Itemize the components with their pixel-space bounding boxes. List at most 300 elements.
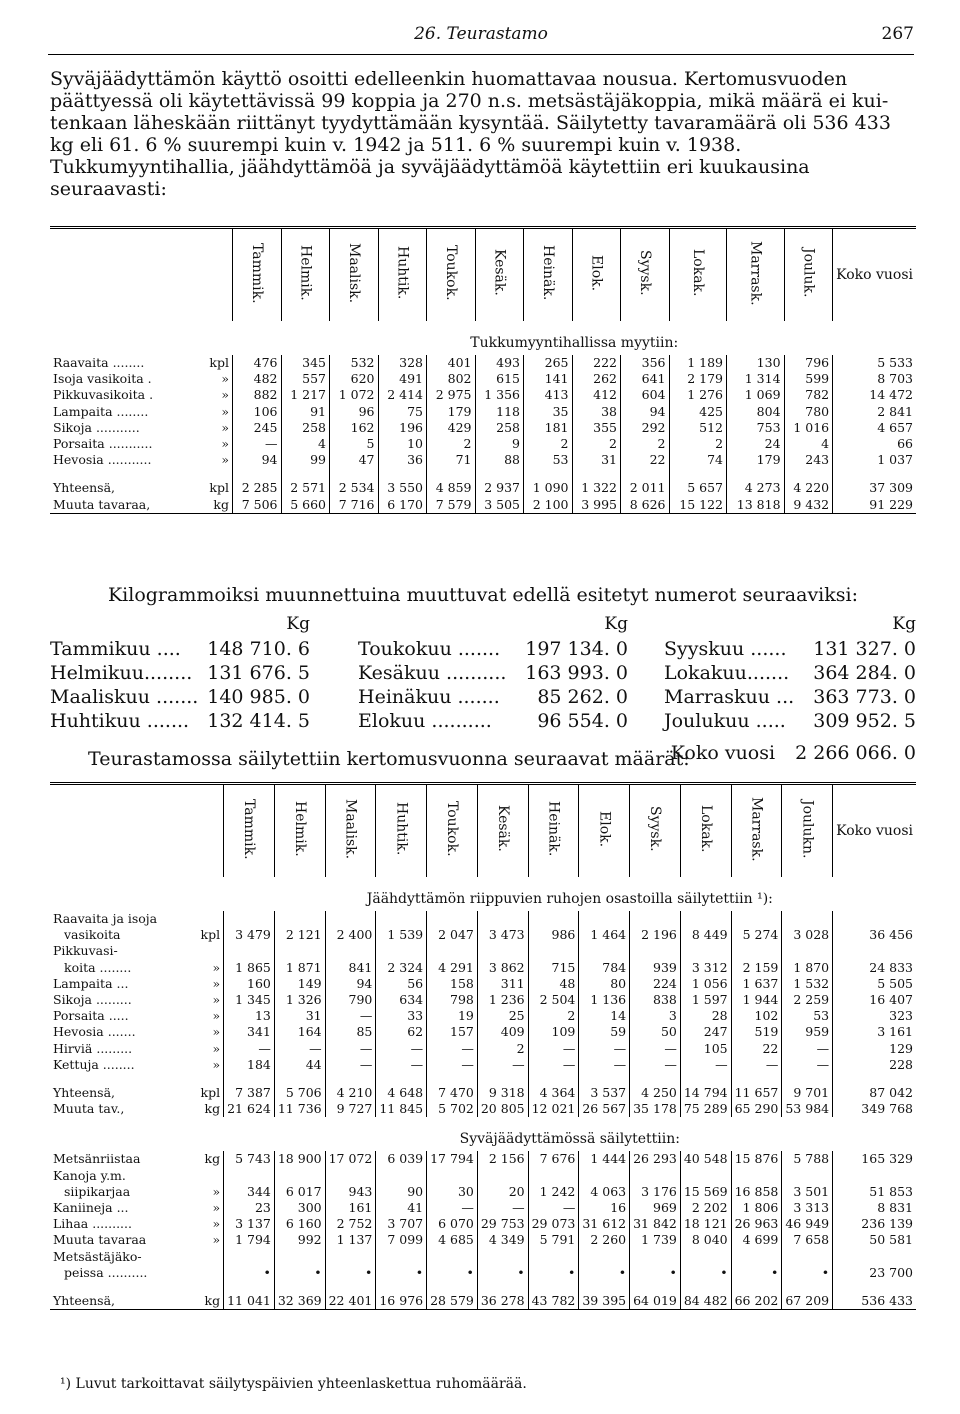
table-cell: — <box>630 1041 681 1057</box>
table-cell <box>579 1249 630 1265</box>
table-cell: 19 <box>427 1008 478 1024</box>
table-row <box>50 420 916 436</box>
table-cell: 5 702 <box>427 1101 478 1117</box>
kg-value: 148 710. 6 <box>207 638 310 660</box>
table-cell: 66 <box>833 436 916 452</box>
month-header <box>528 784 579 878</box>
table-cell: 641 <box>621 371 670 387</box>
table-cell <box>579 911 630 927</box>
row-label <box>50 1041 224 1057</box>
month-header-label: Helmik. <box>291 801 308 857</box>
table-cell: 7 470 <box>427 1085 478 1101</box>
table-cell: • <box>680 1265 731 1281</box>
table-cell: — <box>731 1057 782 1073</box>
table-cell: 65 290 <box>731 1101 782 1117</box>
table-row <box>50 911 916 927</box>
table-cell: 105 <box>680 1041 731 1057</box>
row-label <box>50 1168 224 1184</box>
month-header <box>233 228 282 322</box>
table-cell <box>274 1249 325 1265</box>
table-cell: 344 <box>224 1184 275 1200</box>
row-unit: kpl <box>209 355 229 370</box>
table-cell <box>477 1168 528 1184</box>
table-cell: 4 250 <box>630 1085 681 1101</box>
row-label <box>50 1085 224 1101</box>
table-cell: 25 <box>477 1008 528 1024</box>
row-unit: » <box>212 1232 221 1248</box>
table-cell: 1 016 <box>784 420 833 436</box>
row-label <box>50 960 224 976</box>
table-cell: 943 <box>325 1184 376 1200</box>
table-cell <box>528 911 579 927</box>
table-cell: 1 539 <box>376 927 427 943</box>
row-label-text: Porsaita ........... <box>53 436 153 452</box>
kg-month: Helmikuu........ <box>50 662 193 684</box>
row-label <box>50 1101 224 1117</box>
row-label-text: Yhteensä, <box>53 1085 116 1101</box>
table-cell: 2 504 <box>528 992 579 1008</box>
table-cell: 236 139 <box>833 1216 916 1232</box>
table-cell: 4 657 <box>833 420 916 436</box>
table-cell <box>376 911 427 927</box>
table-cell: 5 743 <box>224 1151 275 1167</box>
section-title: Syväjäädyttämössä säilytettiin: <box>459 1131 680 1148</box>
table-cell: — <box>579 1057 630 1073</box>
month-header-label: Toukok. <box>442 245 459 301</box>
table-cell: 1 944 <box>731 992 782 1008</box>
table-cell <box>833 1168 916 1184</box>
row-label-text: vasikoita <box>64 927 121 943</box>
table-cell: 5 274 <box>731 927 782 943</box>
header-blank <box>50 228 233 322</box>
table-cell: 292 <box>621 420 670 436</box>
table-cell: 258 <box>475 420 524 436</box>
table-cell: 1 072 <box>330 387 379 403</box>
table-cell: 39 395 <box>579 1293 630 1310</box>
table-cell: 2 259 <box>782 992 833 1008</box>
table-cell: 243 <box>784 452 833 468</box>
table-cell <box>274 943 325 959</box>
row-label-text: Pikkuvasi- <box>53 943 118 959</box>
table-cell: 18 900 <box>274 1151 325 1167</box>
row-label-text: Porsaita ..... <box>53 1008 129 1024</box>
table-cell: 24 <box>727 436 785 452</box>
kg-month-row <box>664 638 916 662</box>
table-cell: 222 <box>572 355 621 371</box>
row-unit: » <box>221 387 229 403</box>
table-cell: • <box>325 1265 376 1281</box>
table-cell <box>833 943 916 959</box>
row-label-text: siipikarjaa <box>64 1183 131 1199</box>
month-header-label: Huhtik. <box>393 802 410 856</box>
table-cell: — <box>528 1200 579 1216</box>
row-label-text: Lampaita ........ <box>53 403 149 419</box>
table-cell: 2 <box>524 436 573 452</box>
table-cell: 300 <box>274 1200 325 1216</box>
table-cell: 118 <box>475 404 524 420</box>
table-cell: 28 <box>680 1008 731 1024</box>
kg-month: Lokakuu....... <box>664 662 790 684</box>
table-cell: 2 400 <box>325 927 376 943</box>
month-header <box>669 228 727 322</box>
table-cell: 141 <box>524 371 573 387</box>
table-cell <box>224 911 275 927</box>
table-cell: 1 242 <box>528 1184 579 1200</box>
section-title-row <box>50 1117 916 1151</box>
table-cell: 557 <box>281 371 330 387</box>
table-cell: 50 581 <box>833 1232 916 1248</box>
table-cell: 36 278 <box>477 1293 528 1310</box>
table-cell: 74 <box>669 452 727 468</box>
table-row <box>50 480 916 496</box>
table-cell <box>528 1168 579 1184</box>
table-cell: 62 <box>376 1024 427 1040</box>
table-cell: 2 <box>477 1041 528 1057</box>
table-cell: 3 862 <box>477 960 528 976</box>
row-label-text: Muuta tavaraa <box>53 1232 147 1248</box>
kg-month-row <box>358 638 628 662</box>
table-cell: 38 <box>572 404 621 420</box>
month-header <box>524 228 573 322</box>
month-header-label: Kesäk. <box>491 249 508 297</box>
table-cell <box>224 1249 275 1265</box>
table-row <box>50 1184 916 1200</box>
table-cell: 26 567 <box>579 1101 630 1117</box>
table-cell: 9 318 <box>477 1085 528 1101</box>
table-cell: 6 160 <box>274 1216 325 1232</box>
table-cell: 35 178 <box>630 1101 681 1117</box>
table-cell: 841 <box>325 960 376 976</box>
table-cell: 13 818 <box>727 497 785 514</box>
table-row <box>50 436 916 452</box>
table-cell: 1 532 <box>782 976 833 992</box>
table-cell: 536 433 <box>833 1293 916 1310</box>
table-cell <box>325 1168 376 1184</box>
table-cell: — <box>427 1057 478 1073</box>
table-cell: 401 <box>427 355 476 371</box>
kg-month: Kesäkuu .......... <box>358 662 507 684</box>
table-cell: 5 505 <box>833 976 916 992</box>
table-cell: 29 753 <box>477 1216 528 1232</box>
table-cell: 7 099 <box>376 1232 427 1248</box>
row-label-text: Kaniineja ... <box>53 1200 129 1216</box>
table-cell: • <box>427 1265 478 1281</box>
table-cell: 3 <box>630 1008 681 1024</box>
table-cell: 5 706 <box>274 1085 325 1101</box>
table-cell: 882 <box>233 387 282 403</box>
table-cell: • <box>528 1265 579 1281</box>
table-cell: 5 657 <box>669 480 727 496</box>
table-cell: 94 <box>233 452 282 468</box>
kg-month-row <box>358 710 628 734</box>
table-cell: 7 676 <box>528 1151 579 1167</box>
table-cell: 160 <box>224 976 275 992</box>
month-header-label: Maalisk. <box>342 798 359 859</box>
table-cell: 1 136 <box>579 992 630 1008</box>
month-header <box>630 784 681 878</box>
month-header <box>731 784 782 878</box>
table-cell <box>224 1168 275 1184</box>
table-cell <box>731 1249 782 1265</box>
table-cell <box>325 911 376 927</box>
table-cell <box>477 1249 528 1265</box>
year-total-header: Koko vuosi <box>833 228 916 322</box>
table-cell: 1 069 <box>727 387 785 403</box>
table-cell: 149 <box>274 976 325 992</box>
table-cell: 15 876 <box>731 1151 782 1167</box>
table-cell: 4 <box>784 436 833 452</box>
table-cell: 20 <box>477 1184 528 1200</box>
kg-value: 364 284. 0 <box>813 662 916 684</box>
table-cell <box>528 943 579 959</box>
table-cell: 14 794 <box>680 1085 731 1101</box>
table-cell: 247 <box>680 1024 731 1040</box>
row-unit: » <box>212 975 221 991</box>
table-cell: 1 865 <box>224 960 275 976</box>
row-label-text: Lampaita ... <box>53 975 129 991</box>
table-cell: 7 506 <box>233 497 282 514</box>
table-cell: 491 <box>378 371 427 387</box>
table-cell: 412 <box>572 387 621 403</box>
table-cell: 4 <box>281 436 330 452</box>
month-header <box>680 784 731 878</box>
table-cell: 23 700 <box>833 1265 916 1281</box>
table-cell: 26 963 <box>731 1216 782 1232</box>
table-cell: 2 156 <box>477 1151 528 1167</box>
intro-line: päättyessä oli käytettävissä 99 koppia ja 270 n.s. metsästäjäkoppia, mikä määrä ei kui- <box>50 90 889 112</box>
row-label-text: Hevosia ........... <box>53 452 152 468</box>
row-unit: » <box>221 436 229 452</box>
kg-month-row <box>50 710 310 734</box>
table-cell: 12 021 <box>528 1101 579 1117</box>
month-header <box>579 784 630 878</box>
table-cell: 64 019 <box>630 1293 681 1310</box>
table-cell: 13 <box>224 1008 275 1024</box>
row-unit: » <box>212 1040 221 1056</box>
table-cell <box>376 1168 427 1184</box>
table-cell: 67 209 <box>782 1293 833 1310</box>
table-cell: 262 <box>572 371 621 387</box>
table-cell: 959 <box>782 1024 833 1040</box>
table-cell <box>833 911 916 927</box>
table-cell: 2 324 <box>376 960 427 976</box>
table-cell: 16 858 <box>731 1184 782 1200</box>
table-cell: 31 <box>572 452 621 468</box>
table-cell: 35 <box>524 404 573 420</box>
table-cell: 36 456 <box>833 927 916 943</box>
kilogram-column <box>664 614 916 734</box>
table-cell: — <box>376 1057 427 1073</box>
table-cell: 11 657 <box>731 1085 782 1101</box>
table-cell: 2 011 <box>621 480 670 496</box>
table-cell: 50 <box>630 1024 681 1040</box>
table-cell: 2 752 <box>325 1216 376 1232</box>
table-cell: 992 <box>274 1232 325 1248</box>
table-cell: 323 <box>833 1008 916 1024</box>
month-header-label: Kesäk. <box>494 805 511 853</box>
table-row <box>50 1085 916 1101</box>
kg-value: 85 262. 0 <box>537 686 628 708</box>
table-cell: 2 285 <box>233 480 282 496</box>
table-row <box>50 1265 916 1281</box>
table-cell: 11 845 <box>376 1101 427 1117</box>
table-cell: 31 842 <box>630 1216 681 1232</box>
spacer-row <box>50 1281 916 1293</box>
table-cell: 7 716 <box>330 497 379 514</box>
running-title: 26. Teurastamo <box>414 24 548 44</box>
table-cell: 15 569 <box>680 1184 731 1200</box>
table-row <box>50 452 916 468</box>
table-cell: 2 121 <box>274 927 325 943</box>
wholesale-hall-table <box>50 226 916 514</box>
row-unit: » <box>212 1200 221 1216</box>
table-cell: 181 <box>524 420 573 436</box>
table-cell: — <box>528 1057 579 1073</box>
table-cell: 9 701 <box>782 1085 833 1101</box>
table-cell: 51 853 <box>833 1184 916 1200</box>
table-cell <box>427 943 478 959</box>
table-cell: 2 937 <box>475 480 524 496</box>
table-row <box>50 1168 916 1184</box>
table-cell: 8 626 <box>621 497 670 514</box>
table-cell: 11 736 <box>274 1101 325 1117</box>
table-cell: — <box>579 1041 630 1057</box>
table-cell: — <box>782 1057 833 1073</box>
row-label-text: Lihaa .......... <box>53 1216 132 1232</box>
table-cell: 753 <box>727 420 785 436</box>
row-label <box>50 1293 224 1310</box>
table-cell <box>274 911 325 927</box>
table-cell: 804 <box>727 404 785 420</box>
row-unit: » <box>221 371 229 387</box>
row-label <box>50 1057 224 1073</box>
row-label-text: koita ........ <box>64 959 132 975</box>
table-row <box>50 1200 916 1216</box>
table-cell: 1 597 <box>680 992 731 1008</box>
kg-month: Syyskuu ...... <box>664 638 787 660</box>
table-cell: 16 407 <box>833 992 916 1008</box>
month-header <box>621 228 670 322</box>
table-cell: 413 <box>524 387 573 403</box>
table-row <box>50 976 916 992</box>
table-row <box>50 1041 916 1057</box>
kg-month-row <box>358 662 628 686</box>
table-cell: 43 782 <box>528 1293 579 1310</box>
table-cell <box>630 1249 681 1265</box>
kilogram-title: Kilogrammoiksi muunnettuina muuttuvat edellä esitetyt numerot seuraaviksi: <box>107 584 859 606</box>
kg-month-row <box>664 662 916 686</box>
month-header-label: Toukok. <box>444 801 461 857</box>
row-label <box>50 371 233 387</box>
table-cell: — <box>427 1041 478 1057</box>
kg-month-row <box>50 638 310 662</box>
table-cell: 22 401 <box>325 1293 376 1310</box>
kilogram-column <box>50 614 310 734</box>
table-cell: 53 <box>524 452 573 468</box>
table-cell: 1 189 <box>669 355 727 371</box>
table-cell: 715 <box>528 960 579 976</box>
year-total-label: Koko vuosi <box>670 742 776 764</box>
row-unit: » <box>212 1183 221 1199</box>
row-label-text: Yhteensä, <box>53 1293 116 1309</box>
table-cell: 24 833 <box>833 960 916 976</box>
row-label <box>50 1200 224 1216</box>
kg-month-row <box>664 710 916 734</box>
table-cell <box>528 1249 579 1265</box>
table-cell: 4 349 <box>477 1232 528 1248</box>
row-unit: » <box>212 1056 221 1072</box>
table-cell: 4 063 <box>579 1184 630 1200</box>
table-cell <box>731 911 782 927</box>
month-header-label: Heinäk. <box>545 801 562 857</box>
kg-value: 163 993. 0 <box>525 662 628 684</box>
table-cell: 2 571 <box>281 480 330 496</box>
table-cell: — <box>274 1041 325 1057</box>
table-cell: 66 202 <box>731 1293 782 1310</box>
table-row <box>50 943 916 959</box>
row-label <box>50 1216 224 1232</box>
table-cell <box>731 1168 782 1184</box>
intro-paragraph <box>50 68 916 200</box>
table-cell: 7 658 <box>782 1232 833 1248</box>
table-cell: — <box>680 1057 731 1073</box>
table-cell <box>325 1249 376 1265</box>
table-cell: 36 <box>378 452 427 468</box>
row-label <box>50 927 224 943</box>
table-cell: 3 479 <box>224 927 275 943</box>
row-unit: kg <box>204 1151 221 1167</box>
table-cell: 1 356 <box>475 387 524 403</box>
table-cell: 46 949 <box>782 1216 833 1232</box>
table-cell: 1 870 <box>782 960 833 976</box>
table-cell: 311 <box>477 976 528 992</box>
table-cell: 109 <box>528 1024 579 1040</box>
table-cell: 409 <box>477 1024 528 1040</box>
table-cell <box>579 943 630 959</box>
table-row <box>50 1249 916 1265</box>
table-cell: 2 260 <box>579 1232 630 1248</box>
table-cell: 4 859 <box>427 480 476 496</box>
table-cell: 87 042 <box>833 1085 916 1101</box>
table-row <box>50 1008 916 1024</box>
row-label <box>50 1151 224 1167</box>
table-cell: 1 739 <box>630 1232 681 1248</box>
table-cell <box>680 943 731 959</box>
table-row <box>50 1101 916 1117</box>
month-header-label: Elok. <box>596 810 613 847</box>
table-cell <box>680 911 731 927</box>
month-header <box>325 784 376 878</box>
table-cell: 48 <box>528 976 579 992</box>
kg-month: Joulukuu ..... <box>664 710 786 732</box>
intro-line: Syväjäädyttämön käyttö osoitti edelleenkin huomattavaa nousua. Kertomusvuoden <box>50 68 848 90</box>
table-cell: 9 727 <box>325 1101 376 1117</box>
row-label <box>50 436 233 452</box>
table-cell: 29 073 <box>528 1216 579 1232</box>
table-cell: — <box>427 1200 478 1216</box>
table-cell: 838 <box>630 992 681 1008</box>
table-cell: 341 <box>224 1024 275 1040</box>
month-header <box>727 228 785 322</box>
month-header <box>378 228 427 322</box>
row-label <box>50 911 224 927</box>
table-cell: 2 196 <box>630 927 681 943</box>
kg-month-row <box>358 686 628 710</box>
row-label <box>50 1249 224 1265</box>
table-cell: — <box>477 1200 528 1216</box>
table-cell: — <box>233 436 282 452</box>
table-cell: 1 464 <box>579 927 630 943</box>
